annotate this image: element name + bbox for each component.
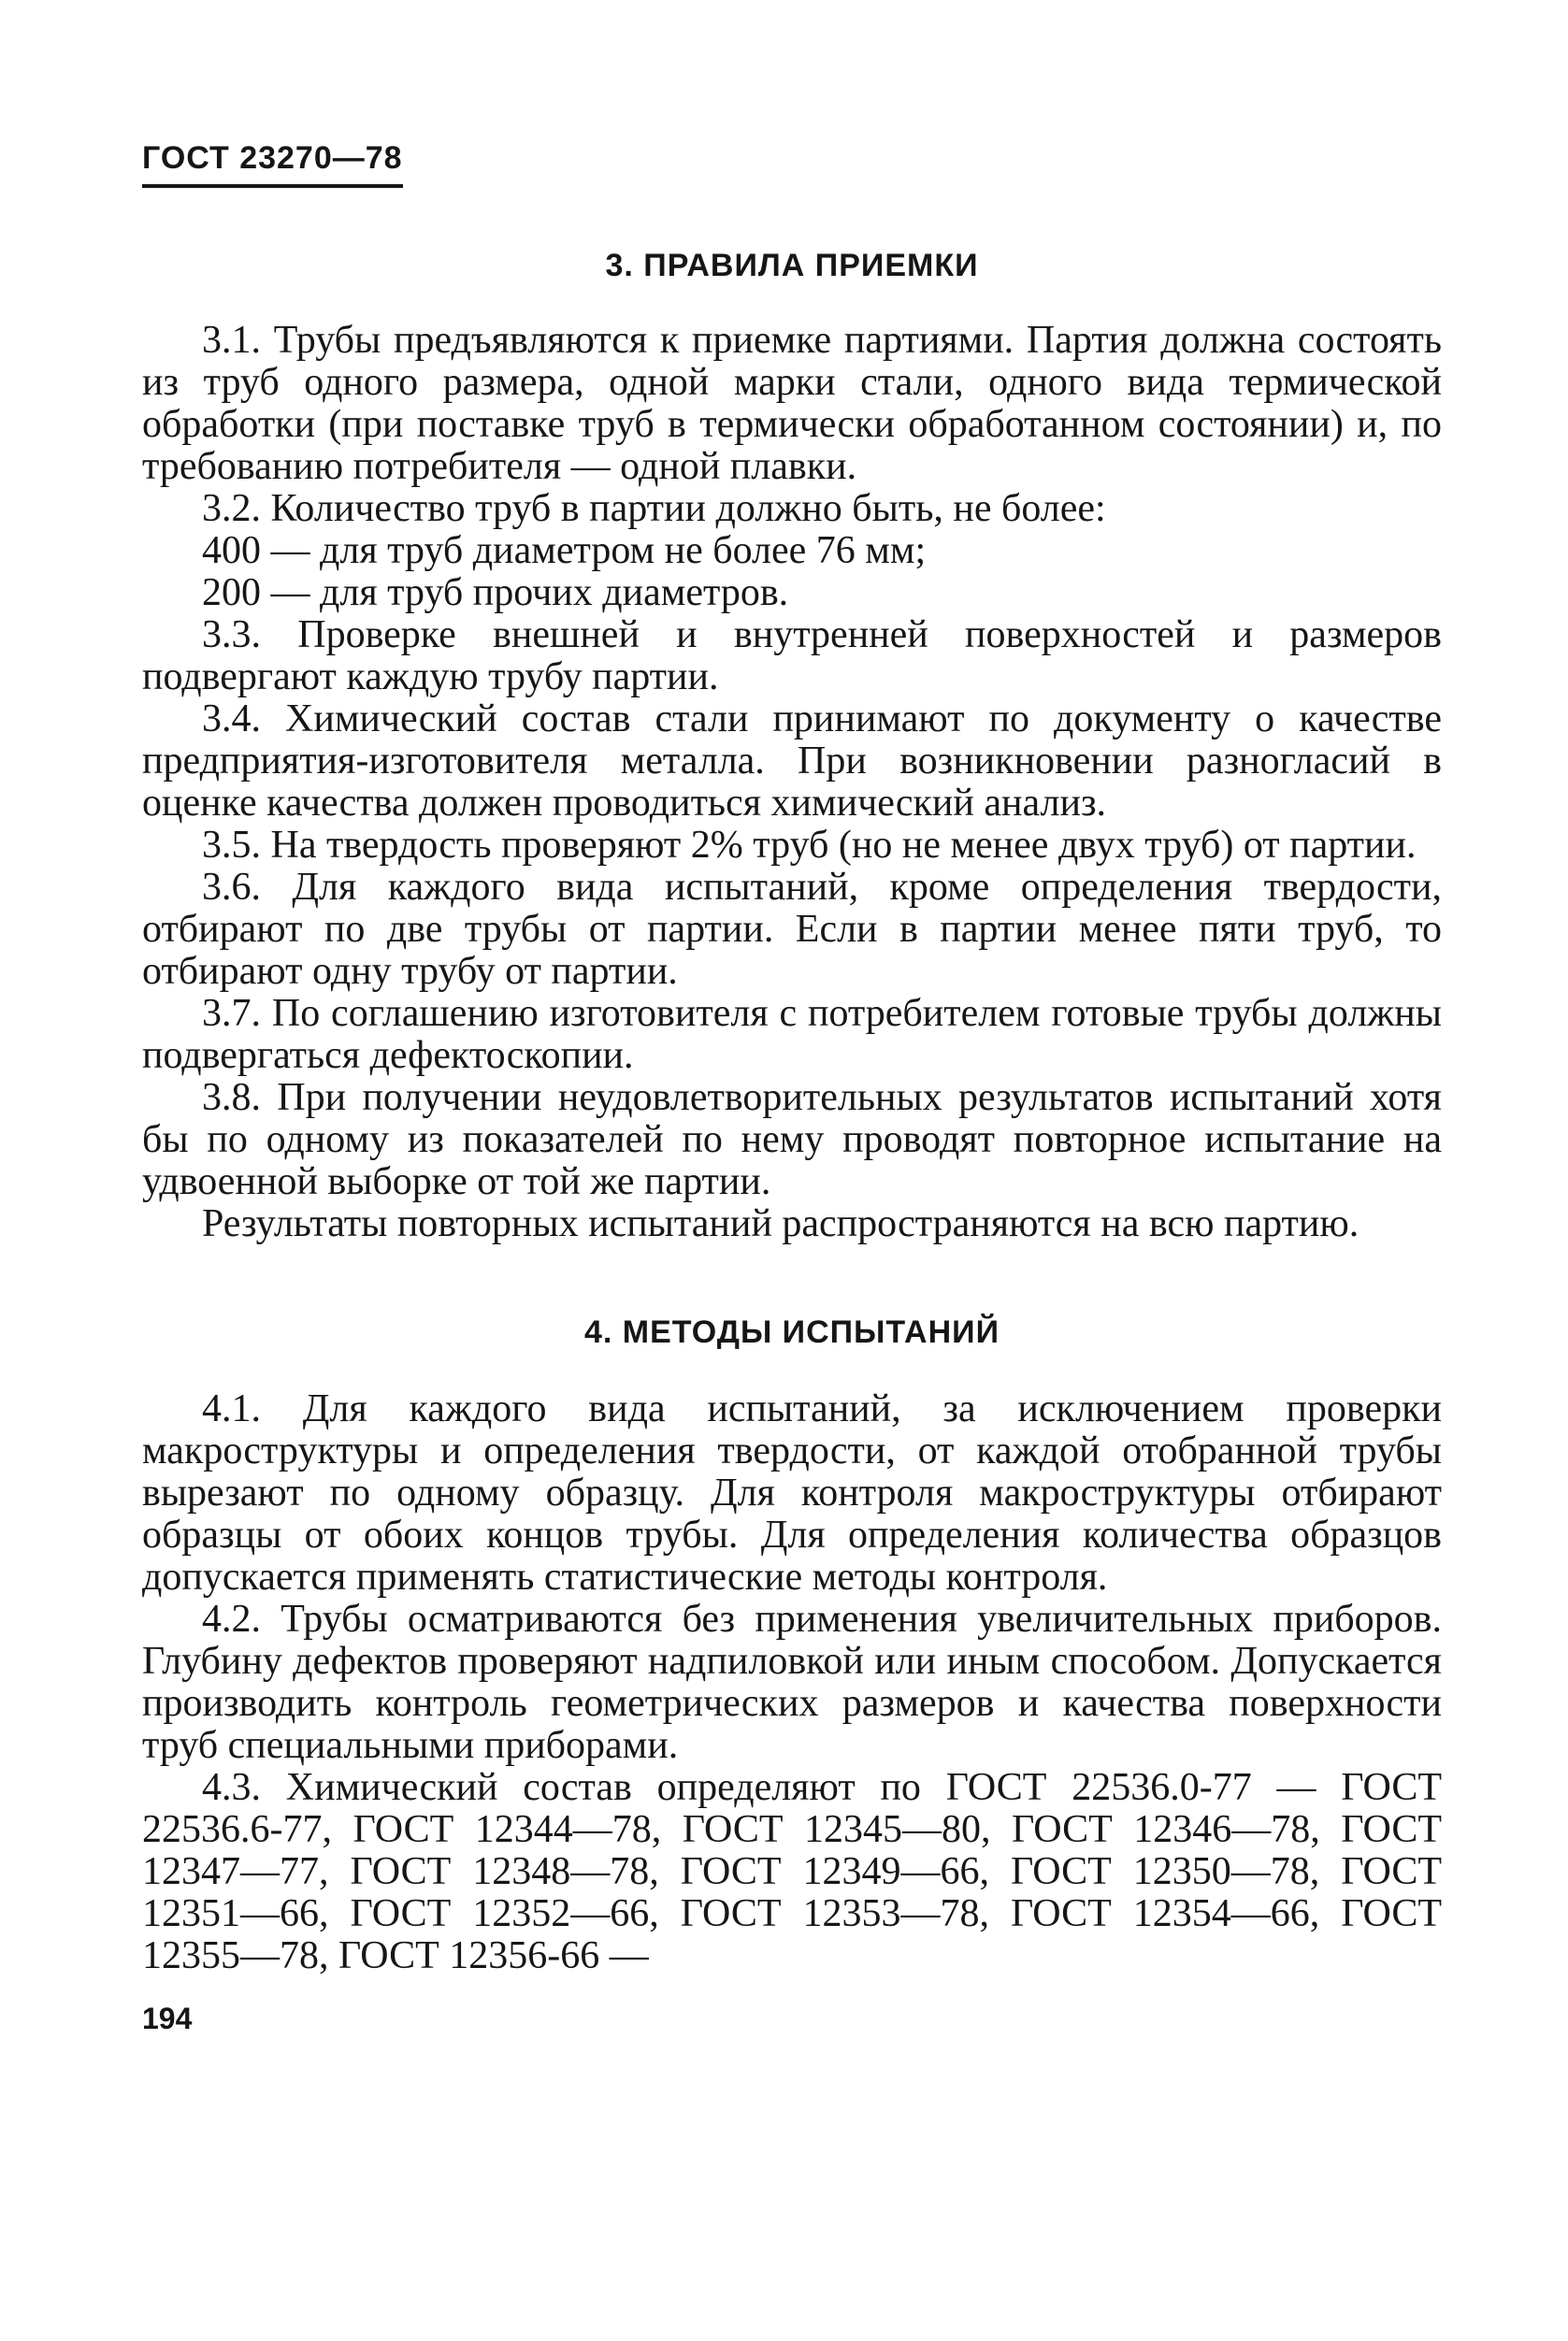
paragraph-3-8-continued: Результаты повторных испытаний распространяются на всю партию.	[202, 1202, 1359, 1245]
page-number: 194	[142, 2002, 193, 2035]
document-header: ГОСТ 23270—78	[142, 140, 403, 188]
paragraph-3-7: 3.7. По соглашению изготовителя с потребителем готовые трубы должны подвергаться дефектоскопии.	[142, 992, 1442, 1077]
paragraph-3-4: 3.4. Химический состав стали принимают по документу о качестве предприятия-изготовителя металла. При возникновении разногласий в оценке качества должен проводиться химический анализ.	[142, 697, 1442, 825]
paragraph-4-3: 4.3. Химический состав определяют по ГОСТ 22536.0-77 — ГОСТ 22536.6-77, ГОСТ 12344—78, ГОСТ 12345—80, ГОСТ 12346—78, ГОСТ 12347—77, ГОСТ 12348—78, ГОСТ 12349—66, ГОСТ 12350—78, ГОСТ 12351—66, ГОСТ 12352—66, ГОСТ 12353—78, ГОСТ 12354—66, ГОСТ 12355—78, ГОСТ 12356-66 —	[142, 1766, 1442, 1977]
paragraph-3-2-item-2: 200 — для труб прочих диаметров.	[202, 571, 789, 614]
paragraph-3-6: 3.6. Для каждого вида испытаний, кроме определения твердости, отбирают по две трубы от партии. Если в партии менее пяти труб, то отбирают одну трубу от партии.	[142, 866, 1442, 993]
paragraph-3-8: 3.8. При получении неудовлетворительных результатов испытаний хотя бы по одному из показателей по нему проводят повторное испытание на удвоенной выборке от той же партии.	[142, 1076, 1442, 1203]
paragraph-4-2: 4.2. Трубы осматриваются без применения увеличительных приборов. Глубину дефектов проверяют надпиловкой или иным способом. Допускается производить контроль геометрических размеров и качества поверхности труб специальными приборами.	[142, 1598, 1442, 1767]
paragraph-3-5: 3.5. На твердость проверяют 2% труб (но не менее двух труб) от партии.	[202, 824, 1417, 867]
paragraph-3-1: 3.1. Трубы предъявляются к приемке партиями. Партия должна состоять из труб одного размера, одной марки стали, одного вида термической обработки (при поставке труб в термически обработанном состоянии) и, по требованию потребителя — одной плавки.	[142, 319, 1442, 488]
section-3-title: 3. ПРАВИЛА ПРИЕМКИ	[605, 248, 979, 283]
paragraph-3-2: 3.2. Количество труб в партии должно быть, не более:	[202, 487, 1106, 530]
paragraph-3-3: 3.3. Проверке внешней и внутренней поверхностей и размеров подвергают каждую трубу партии.	[142, 613, 1442, 698]
paragraph-4-1: 4.1. Для каждого вида испытаний, за исключением проверки макроструктуры и определения твердости, от каждой отобранной трубы вырезают по одному образцу. Для контроля макроструктуры отбирают образцы от обоих концов трубы. Для определения количества образцов допускается применять статистические методы контроля.	[142, 1387, 1442, 1599]
document-page	[142, 140, 1442, 2036]
paragraph-3-2-item-1: 400 — для труб диаметром не более 76 мм;	[202, 529, 927, 572]
section-4-title: 4. МЕТОДЫ ИСПЫТАНИЙ	[584, 1314, 1000, 1350]
